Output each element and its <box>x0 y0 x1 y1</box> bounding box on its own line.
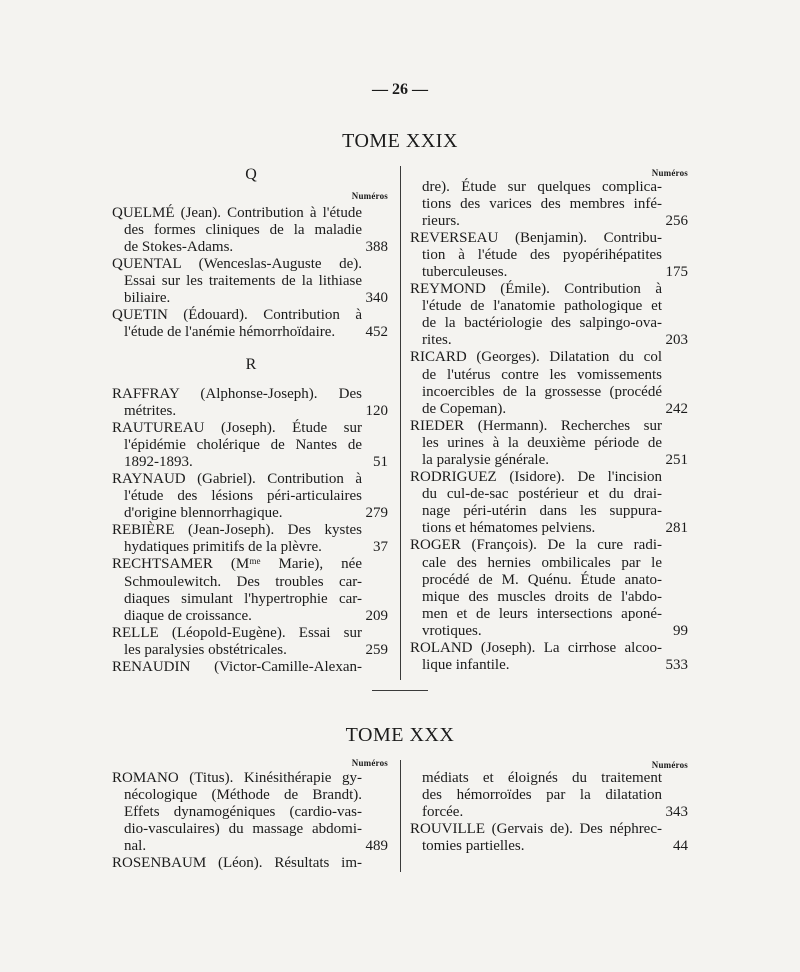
entry-text: lique infantile. <box>422 657 510 674</box>
entry-line: QUETIN (Édouard). Contribution à <box>112 307 362 324</box>
entry-line: nage péri-utérin dans les suppura- <box>422 503 662 520</box>
volume-title: TOME XXX <box>345 724 455 746</box>
entry-line: l'étude des lésions péri-articulaires <box>124 488 362 505</box>
entry-line: RAFFRAY (Alphonse-Joseph). Des <box>112 385 362 402</box>
entry-number: 259 <box>365 641 388 658</box>
entry-text: nal. <box>124 837 147 854</box>
column-divider <box>400 760 401 872</box>
entry-line: du cul-de-sac postérieur et du drai- <box>422 486 662 503</box>
entry-line: QUELMÉ (Jean). Contribution à l'étude <box>112 204 362 221</box>
entry-line: REBIÈRE (Jean-Joseph). Des kystes <box>112 522 362 539</box>
entry-number: 452 <box>365 324 388 341</box>
entry-number: 279 <box>365 505 388 522</box>
entry-text: la paralysie générale. <box>422 452 550 468</box>
entry-line: ROGER (François). De la cure radi- <box>410 537 662 554</box>
entry-number: 242 <box>665 400 688 417</box>
index-entry <box>112 855 390 872</box>
entry-list <box>410 770 690 855</box>
index-entry <box>410 821 690 855</box>
entry-line: ROSENBAUM (Léon). Résultats im- <box>112 854 362 871</box>
entry-number: 251 <box>665 452 688 468</box>
column-divider <box>400 166 401 680</box>
entry-line: l'épidémie cholérique de Nantes de <box>124 436 362 453</box>
entry-text: vrotiques. <box>422 622 482 639</box>
entry-text: de Copeman). <box>422 400 507 417</box>
entry-text: forcée. <box>422 803 464 820</box>
entry-text: hydatiques primitifs de la plèvre. <box>124 539 322 556</box>
entry-list <box>112 770 390 873</box>
entry-line: procédé de M. Quénu. Étude anato- <box>422 571 662 588</box>
entry-line: des formes cliniques de la maladie <box>124 221 362 238</box>
entry-number: 209 <box>365 607 388 624</box>
volume-title: TOME XXIX <box>342 130 458 152</box>
entry-line: RENAUDIN (Victor-Camille-Alexan- <box>112 659 362 675</box>
entry-line: nécologique (Méthode de Brandt). <box>124 786 362 803</box>
entry-line: Effets dynamogéniques (cardio-vas- <box>124 803 362 820</box>
page-number: — 26 — <box>372 81 428 98</box>
entry-number: 281 <box>665 520 688 537</box>
entry-line: tions des varices des membres infé- <box>422 195 662 212</box>
entry-number: 120 <box>365 402 388 419</box>
entry-line: QUENTAL (Wenceslas-Auguste de). <box>112 255 362 272</box>
entry-line: ROLAND (Joseph). La cirrhose alcoo- <box>410 640 662 657</box>
entry-number: 175 <box>665 263 688 280</box>
numeros-label: Numéros <box>651 760 688 770</box>
entry-number: 340 <box>365 289 388 306</box>
column-left <box>112 0 390 972</box>
entry-line: RELLE (Léopold-Eugène). Essai sur <box>112 624 362 641</box>
index-entry <box>410 770 690 821</box>
entry-line: ROMANO (Titus). Kinésithérapie gy- <box>112 769 362 786</box>
entry-line: mique des muscles droits de l'abdo- <box>422 588 662 605</box>
entry-line: Schmoulewitch. Des troubles car- <box>124 573 362 590</box>
entry-text: biliaire. <box>124 289 171 306</box>
numeros-label: Numéros <box>351 758 388 768</box>
entry-line: REYMOND (Émile). Contribution à <box>410 281 662 298</box>
entry-line: dre). Étude sur quelques complica- <box>422 178 662 195</box>
entry-number: 99 <box>673 622 688 639</box>
entry-last-line <box>112 838 390 855</box>
entry-line: médiats et éloignés du traitement <box>422 769 662 786</box>
entry-text: tions et hématomes pelviens. <box>422 520 596 537</box>
entry-text: tuberculeuses. <box>422 263 508 280</box>
entry-number: 533 <box>665 657 688 674</box>
letter-heading: Q <box>245 166 257 183</box>
entry-last-line <box>410 838 690 855</box>
entry-text: rites. <box>422 332 452 349</box>
index-entry <box>112 770 390 855</box>
entry-line: REVERSEAU (Benjamin). Contribu- <box>410 229 662 246</box>
column-right <box>410 0 690 972</box>
entry-number: 489 <box>365 837 388 854</box>
entry-line: RODRIGUEZ (Isidore). De l'incision <box>410 469 662 486</box>
numeros-label: Numéros <box>651 168 688 178</box>
entry-line: RAYNAUD (Gabriel). Contribution à <box>112 470 362 487</box>
entry-line: des hémorroïdes par la dilatation <box>422 786 662 803</box>
entry-text: diaque de croissance. <box>124 607 252 624</box>
entry-line: l'étude de l'anatomie pathologique et <box>422 298 662 315</box>
entry-line: de la bactériologie des salpingo-ova- <box>422 315 662 332</box>
entry-number: 256 <box>665 212 688 229</box>
entry-line: les urines à la deuxième période de <box>422 434 662 451</box>
entry-line: tion à l'étude des pyopérihépatites <box>422 246 662 263</box>
entry-line: incoercibles de la grossesse (procédé <box>422 383 662 400</box>
entry-text: tomies partielles. <box>422 837 525 854</box>
entry-line: RECHTSAMER (Mᵐᵉ Marie), née <box>112 556 362 573</box>
entry-line: Essai sur les traitements de la lithiase <box>124 272 362 289</box>
entry-text: l'étude de l'anémie hémorrhoïdaire. <box>124 324 336 341</box>
entry-text: rieurs. <box>422 212 460 229</box>
entry-line: RICARD (Georges). Dilatation du col <box>410 349 662 366</box>
entry-number: 388 <box>365 238 388 255</box>
letter-heading: R <box>245 356 257 373</box>
entry-line: ROUVILLE (Gervais de). Des néphrec- <box>410 820 662 837</box>
entry-line: diaques simulant l'hypertrophie car- <box>124 590 362 607</box>
entry-line: RAUTUREAU (Joseph). Étude sur <box>112 419 362 436</box>
entry-text: 1892-1893. <box>124 453 193 470</box>
entry-text: les paralysies obstétricales. <box>124 641 287 658</box>
entry-line: RIEDER (Hermann). Recherches sur <box>410 417 662 434</box>
entry-line: dio-vasculaires) du massage abdomi- <box>124 820 362 837</box>
numeros-label: Numéros <box>351 191 388 201</box>
entry-number: 44 <box>673 837 688 854</box>
entry-text: métrites. <box>124 402 177 419</box>
entry-line: cale des hernies ombilicales par le <box>422 554 662 571</box>
entry-line: men et de leurs intersections aponé- <box>422 605 662 622</box>
entry-number: 343 <box>665 803 688 820</box>
entry-text: d'origine blennorrhagique. <box>124 505 283 522</box>
entry-last-line <box>410 804 690 821</box>
entry-text: de Stokes-Adams. <box>124 238 234 255</box>
entry-number: 51 <box>373 453 388 470</box>
entry-number: 37 <box>373 539 388 556</box>
entry-line: de l'utérus contre les vomissements <box>422 366 662 383</box>
entry-number: 203 <box>665 332 688 349</box>
